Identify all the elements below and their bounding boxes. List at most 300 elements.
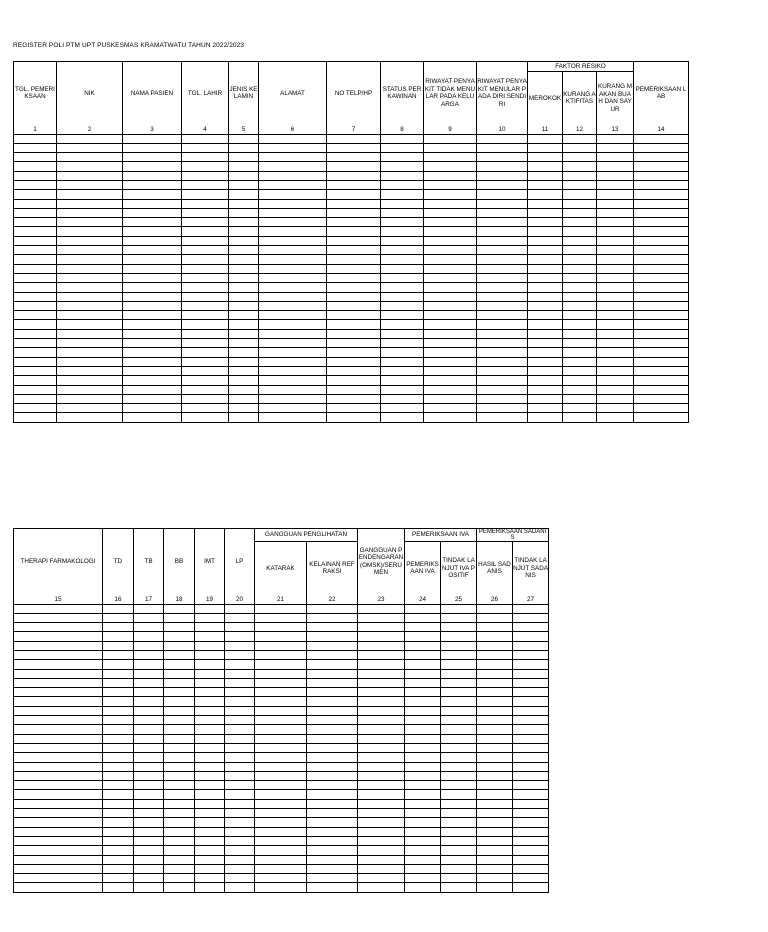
table-cell [229,385,259,394]
table-cell [513,790,549,799]
table-cell [477,883,513,892]
table-cell [182,143,229,152]
table-cell [195,706,225,715]
table-row [14,143,689,152]
table-cell [597,348,634,357]
table-cell [358,604,405,613]
table-cell [477,799,513,808]
table-cell [477,790,513,799]
table-cell [14,218,57,227]
table-cell [123,292,182,301]
table-cell [123,162,182,171]
table-cell [259,227,327,236]
table-cell [597,143,634,152]
table-cell [513,883,549,892]
table-cell [259,143,327,152]
table-cell [225,883,255,892]
table-cell [14,264,57,273]
table-cell [195,613,225,622]
table-row [14,218,689,227]
table-row [14,827,549,836]
table-cell [103,781,134,790]
table-cell [327,273,381,282]
table-cell [307,697,358,706]
table-cell [634,199,689,208]
table-cell [405,846,441,855]
table-cell [477,190,528,199]
table-cell [103,790,134,799]
table-cell [405,688,441,697]
table-cell [57,264,123,273]
table-cell [634,143,689,152]
table-cell [123,190,182,199]
table-cell [14,650,103,659]
table-cell [513,809,549,818]
table-cell [229,153,259,162]
col-header-tb: TB [134,529,164,595]
table-cell [441,734,477,743]
table-cell [14,255,57,264]
table-cell [405,725,441,734]
table-cell [597,180,634,189]
table-cell [513,669,549,678]
table-cell [195,809,225,818]
table-cell [405,660,441,669]
table-cell [123,218,182,227]
table-cell [57,208,123,217]
table-cell [225,827,255,836]
table-cell [441,762,477,771]
table-cell [405,734,441,743]
table-cell [441,641,477,650]
table-cell [634,385,689,394]
table-cell [182,413,229,422]
table-cell [528,199,563,208]
table-cell [358,781,405,790]
table-cell [14,236,57,245]
table-cell [381,329,424,338]
table-cell [259,394,327,403]
table-cell [255,855,307,864]
table-cell [327,311,381,320]
table-cell [441,688,477,697]
table-cell [405,604,441,613]
table-cell [195,827,225,836]
col-header-alamat: ALAMAT [259,62,327,125]
table-cell [134,678,164,687]
table-cell [195,762,225,771]
table-cell [123,366,182,375]
table-cell [634,366,689,375]
table-cell [14,743,103,752]
table-cell [164,874,195,883]
table-cell [358,650,405,659]
table-cell [195,669,225,678]
table-cell [424,218,477,227]
table-cell [477,827,513,836]
table-cell [477,366,528,375]
table-cell [307,827,358,836]
table-cell [424,329,477,338]
table-cell [307,734,358,743]
table-cell [477,236,528,245]
table-cell [123,394,182,403]
table-cell [441,836,477,845]
table-cell [477,641,513,650]
table-cell [634,301,689,310]
table-row [14,246,689,255]
table-cell [57,162,123,171]
table-row [14,716,549,725]
table-cell [424,376,477,385]
table-row [14,762,549,771]
table-cell [255,613,307,622]
register-table-2 [13,528,549,893]
table-cell [441,669,477,678]
table-cell [528,134,563,143]
table-cell [123,236,182,245]
table-cell [563,190,597,199]
table-cell [381,413,424,422]
table-cell [14,688,103,697]
table-cell [597,329,634,338]
table-cell [563,218,597,227]
table-cell [597,273,634,282]
col-header-hasil-sadanis: HASIL SADANIS [477,542,513,595]
table-cell [14,208,57,217]
table-cell [14,143,57,152]
table-row [14,604,549,613]
table-cell [327,264,381,273]
table-cell [182,376,229,385]
table-cell [477,413,528,422]
table-cell [477,227,528,236]
table-cell [259,273,327,282]
table-cell [134,846,164,855]
table-cell [381,134,424,143]
table-cell [307,883,358,892]
table-cell [528,394,563,403]
table-cell [597,394,634,403]
table-cell [229,413,259,422]
table-cell [225,855,255,864]
table-cell [103,846,134,855]
col-number: 23 [358,595,405,605]
table-cell [255,734,307,743]
table-cell [597,236,634,245]
table-cell [259,162,327,171]
table-cell [634,162,689,171]
table-cell [405,883,441,892]
table-cell [229,171,259,180]
table-cell [57,301,123,310]
table-cell [225,762,255,771]
col-header-tgl-lahir: TGL. LAHIR [182,62,229,125]
table-cell [597,301,634,310]
table-cell [597,404,634,413]
table-cell [424,236,477,245]
table-cell [14,762,103,771]
table-cell [195,697,225,706]
table-cell [182,171,229,180]
table-cell [134,734,164,743]
table-cell [563,246,597,255]
table-cell [597,376,634,385]
table-cell [563,236,597,245]
table-row [14,227,689,236]
table-cell [563,208,597,217]
table-cell [134,874,164,883]
table-cell [424,283,477,292]
table-cell [513,613,549,622]
table-cell [327,376,381,385]
table-cell [14,734,103,743]
table-cell [563,366,597,375]
table-cell [164,632,195,641]
col-number: 22 [307,595,358,605]
table-cell [307,771,358,780]
table-cell [634,227,689,236]
table-cell [477,613,513,622]
table-cell [225,613,255,622]
table-cell [381,301,424,310]
table-cell [103,678,134,687]
table-cell [528,273,563,282]
table-cell [358,809,405,818]
table-cell [477,716,513,725]
table-cell [259,348,327,357]
table-cell [164,846,195,855]
table-cell [259,171,327,180]
table-cell [182,394,229,403]
table-cell [14,301,57,310]
table-cell [513,781,549,790]
table-row [14,180,689,189]
table-cell [103,632,134,641]
table-cell [597,283,634,292]
table-cell [424,190,477,199]
table-cell [441,697,477,706]
table-cell [195,734,225,743]
table-cell [358,753,405,762]
table-row [14,273,689,282]
table-cell [424,162,477,171]
table-cell [103,809,134,818]
table-cell [182,162,229,171]
table-cell [182,366,229,375]
table-cell [57,218,123,227]
col-header-riwayat-pm-diri: RIWAYAT PENYAKIT MENULAR PADA DIRI SENDIRI [477,62,528,125]
table-cell [528,292,563,301]
table-cell [441,743,477,752]
table-cell [225,836,255,845]
col-number: 20 [225,595,255,605]
table-cell [307,855,358,864]
table-cell [57,246,123,255]
table-cell [424,413,477,422]
table-cell [195,743,225,752]
table-row [14,743,549,752]
table-cell [103,623,134,632]
table-cell [528,301,563,310]
table-cell [441,632,477,641]
table-cell [424,292,477,301]
col-header-pemeriksaan-iva: PEMERIKSAAN IVA [405,542,441,595]
table-cell [597,311,634,320]
table-cell [381,273,424,282]
col-number: 2 [57,125,123,135]
table-row [14,255,689,264]
table-cell [229,311,259,320]
table-cell [477,143,528,152]
table-cell [57,255,123,264]
table-cell [424,301,477,310]
table-cell [57,283,123,292]
table-cell [195,688,225,697]
table-cell [424,366,477,375]
table-cell [424,171,477,180]
table-cell [103,818,134,827]
table-cell [513,632,549,641]
table-cell [57,134,123,143]
col-header-katarak: KATARAK [255,542,307,595]
col-number: 10 [477,125,528,135]
table-cell [57,190,123,199]
table-cell [513,762,549,771]
table-cell [255,706,307,715]
table-cell [134,836,164,845]
table-cell [195,660,225,669]
table-cell [597,153,634,162]
table-cell [195,864,225,873]
table-cell [528,236,563,245]
table-cell [513,753,549,762]
table-cell [255,883,307,892]
table-cell [307,818,358,827]
table-cell [597,320,634,329]
table-cell [225,678,255,687]
table-cell [513,678,549,687]
table-cell [597,134,634,143]
table-cell [14,818,103,827]
table-cell [195,799,225,808]
table-cell [327,143,381,152]
table-cell [405,827,441,836]
table-row [14,385,689,394]
table-cell [134,650,164,659]
table-cell [14,394,57,403]
table-cell [307,604,358,613]
table-cell [424,320,477,329]
table-cell [307,762,358,771]
table-cell [563,301,597,310]
table-cell [225,734,255,743]
group-header-pemeriksaan-iva: PEMERIKSAAN IVA [405,529,477,542]
table-cell [164,836,195,845]
table-cell [358,678,405,687]
table-cell [441,799,477,808]
table-cell [327,246,381,255]
table-cell [513,827,549,836]
table-cell [259,255,327,264]
table-cell [225,604,255,613]
table-cell [134,827,164,836]
table-cell [134,864,164,873]
table-cell [259,199,327,208]
table-cell [195,818,225,827]
table-cell [123,171,182,180]
table-cell [164,604,195,613]
table-cell [563,311,597,320]
table-cell [182,348,229,357]
table-cell [441,706,477,715]
table-cell [405,864,441,873]
table-cell [134,799,164,808]
table-row [14,320,689,329]
col-header-tgl-pemeriksaan: TGL. PEMERIKSAAN [14,62,57,125]
table-cell [225,706,255,715]
table-cell [634,208,689,217]
table-cell [634,236,689,245]
table-cell [358,716,405,725]
table-cell [14,641,103,650]
col-header-pemeriksaan-lab: PEMERIKSAAN LAB [634,62,689,125]
table-cell [327,394,381,403]
table-cell [477,855,513,864]
table-cell [164,660,195,669]
table-cell [307,623,358,632]
table-cell [134,725,164,734]
table-cell [182,208,229,217]
table-cell [57,143,123,152]
table-cell [14,827,103,836]
table-cell [327,162,381,171]
table-cell [134,781,164,790]
page-title: REGISTER POLI PTM UPT PUSKESMAS KRAMATWATU TAHUN 2022/2023 [13,42,245,49]
table-cell [255,781,307,790]
col-header-bb: BB [164,529,195,595]
table-cell [225,660,255,669]
table-row [14,329,689,338]
table-cell [307,669,358,678]
table-row [14,292,689,301]
table-cell [477,385,528,394]
table-cell [255,688,307,697]
table-cell [225,874,255,883]
table-cell [358,743,405,752]
table-cell [103,743,134,752]
table-cell [164,799,195,808]
column-number-row [14,595,549,605]
table-cell [563,376,597,385]
table-cell [307,641,358,650]
table-cell [358,697,405,706]
table-cell [255,874,307,883]
table-row [14,208,689,217]
table-cell [563,255,597,264]
table-cell [405,855,441,864]
table-cell [103,697,134,706]
col-number: 19 [195,595,225,605]
table-cell [634,264,689,273]
table-cell [634,190,689,199]
table-cell [477,246,528,255]
table-cell [103,883,134,892]
col-number: 1 [14,125,57,135]
table-cell [164,650,195,659]
table-cell [563,199,597,208]
table-cell [477,357,528,366]
